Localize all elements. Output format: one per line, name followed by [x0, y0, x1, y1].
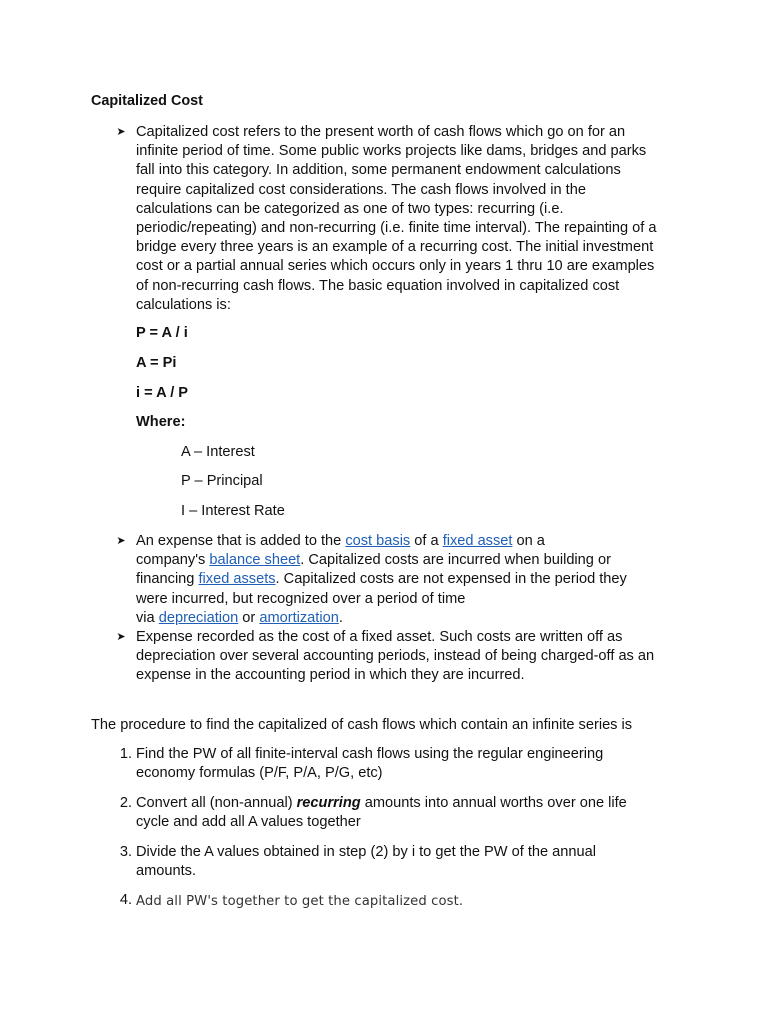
equation-2: A = Pi [136, 355, 177, 371]
text-line: depreciation over several accounting periods, instead of being charged-off as an [136, 648, 655, 665]
text-line: periodic/repeating) and non-recurring (i.e. finite time interval). The repainting of a [136, 220, 657, 237]
balance-sheet-link[interactable]: balance sheet [209, 552, 301, 569]
page-title: Capitalized Cost [91, 93, 203, 109]
arrow-bullet-icon: ➤ [116, 631, 126, 643]
list-item-3 [136, 843, 656, 881]
text-line: were incurred, but recognized over a period of time [136, 590, 466, 607]
text-line: Find the PW of all finite-interval cash flows using the regular engineering [136, 746, 604, 762]
definition-a: A – Interest [181, 444, 255, 460]
arrow-bullet-icon: ➤ [116, 535, 126, 547]
text-line: financing fixed assets. Capitalized costs are not expensed in the period they [136, 571, 627, 588]
procedure-intro: The procedure to find the capitalized of cash flows which contain an infinite series is [91, 717, 633, 733]
definition-i: I – Interest Rate [181, 503, 285, 519]
arrow-bullet-icon: ➤ [116, 126, 126, 138]
text-line: An expense that is added to the cost basis of a fixed asset on a [136, 533, 545, 549]
text-line: Divide the A values obtained in step (2) by i to get the PW of the annual [136, 844, 596, 860]
equation-1: P = A / i [136, 325, 188, 341]
text-line: calculations is: [136, 296, 231, 313]
fixed-asset-link[interactable]: fixed asset [442, 533, 513, 549]
text-line: via depreciation or amortization. [136, 609, 343, 626]
bullet-paragraph-2 [136, 532, 696, 628]
definition-p: P – Principal [181, 473, 263, 489]
text-line: Expense recorded as the cost of a fixed asset. Such costs are written off as [136, 629, 623, 645]
text-line: Convert all (non-annual) recurring amounts into annual worths over one life [136, 795, 627, 811]
text-line: bridge every three years is an example of a recurring cost. The initial investment [136, 239, 654, 256]
where-label: Where: [136, 414, 186, 430]
fixed-assets-link[interactable]: fixed assets [198, 571, 276, 588]
list-number: 3. [119, 844, 132, 860]
text-line: require capitalized cost considerations. The cash flows involved in the [136, 181, 586, 198]
cost-basis-link[interactable]: cost basis [345, 533, 411, 549]
emphasis-recurring: recurring [296, 795, 361, 811]
list-number: 2. [119, 795, 132, 811]
list-number: 4. [119, 892, 132, 908]
list-number: 1. [119, 746, 132, 762]
list-item-4: Add all PW's together to get the capitalized cost. [136, 894, 464, 909]
text-line: cost or a partial annual series which occurs only in years 1 thru 10 are examples [136, 258, 655, 275]
text-line: Capitalized cost refers to the present worth of cash flows which go on for an [136, 124, 626, 140]
text-line: expense in the accounting period in which they are incurred. [136, 667, 525, 684]
text-line: of non-recurring cash flows. The basic equation involved in capitalized cost [136, 277, 620, 294]
bullet-paragraph-3 [136, 628, 696, 686]
amortization-link[interactable]: amortization [259, 609, 339, 626]
list-item-1 [136, 745, 656, 783]
text-line: company's balance sheet. Capitalized costs are incurred when building or [136, 552, 611, 569]
bullet-paragraph-1 [136, 123, 696, 315]
text-line: cycle and add all A values together [136, 814, 361, 831]
list-item-2 [136, 794, 656, 832]
depreciation-link[interactable]: depreciation [158, 609, 239, 626]
text-line: infinite period of time. Some public works projects like dams, bridges and parks [136, 143, 647, 160]
equation-3: i = A / P [136, 385, 189, 401]
text-line: economy formulas (P/F, P/A, P/G, etc) [136, 765, 383, 782]
text-line: calculations can be categorized as one of two types: recurring (i.e. [136, 200, 564, 217]
text-line: fall into this category. In addition, some permanent endowment calculations [136, 162, 621, 179]
text-line: amounts. [136, 863, 197, 880]
